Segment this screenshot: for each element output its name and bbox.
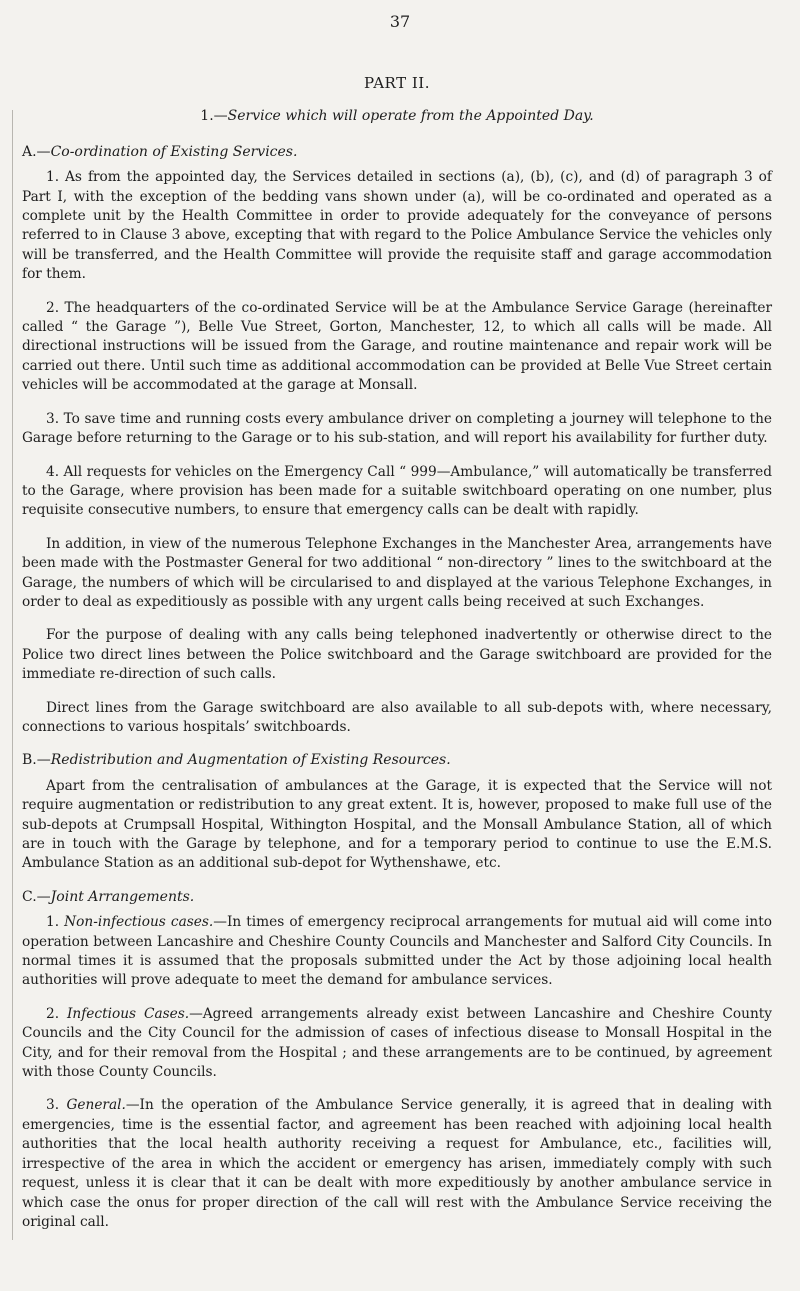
section-a-paragraph-3: 3. To save time and running costs every ambulance driver on completing a journey will telephone to the Garage before returning to the Garage or to his sub-station, and will report his availability for further duty. <box>22 410 772 447</box>
section-a-paragraph-2: 2. The headquarters of the co-ordinated Service will be at the Ambulance Service Garage (hereinafter called “ the Garage ”), Belle Vue Street, Gorton, Manchester, 12, to which all calls will be made. All directional instructions will be issued from the Garage, and routine maintenance and repair work will be carried out there. Until such time as additional accommodation can be provided at Belle Vue Street certain vehicles will be accommodated at the garage at Monsall. <box>22 299 772 394</box>
section-c-3-text: —In the operation of the Ambulance Service generally, it is agreed that in dealing with emergencies, time is the essential factor, and agreement has been reached with adjoining local health authorities that the local health authority receiving a request for Ambulance, etc., facilities will, irrespective of the area in which the accident or emergency has arisen, immediately comply with such request, unless it is clear that it can be dealt with more expeditiously by another ambulance service in which case the onus for proper direction of the call will rest with the Ambulance Service receiving the original call. <box>22 1097 772 1230</box>
section-c-title: Joint Arrangements. <box>50 888 195 905</box>
section-a-paragraph-7: Direct lines from the Garage switchboard are also available to all sub-depots with, where necessary, connections to various hospitals’ switchboards. <box>22 699 772 735</box>
page-number: 37 <box>389 12 411 31</box>
part-title: PART II. <box>364 74 430 92</box>
section-c-3-title: General. <box>66 1097 126 1114</box>
section-b-paragraph-1: Apart from the centralisation of ambulances at the Garage, it is expected that the Service will not require augmentation or redistribution to any great extent. It is, however, proposed to make full use of the sub-depots at Crumpsall Hospital, Withington Hospital, and the Monsall Ambulance Station, all of which are in touch with the Garage by telephone, and for a temporary period to continue to use the E.M.S. Ambulance Station as an additional sub-depot for Wythenshawe, etc. <box>22 777 772 872</box>
section-c-3-number: 3. <box>46 1097 67 1114</box>
section-a-paragraph-6: For the purpose of dealing with any calls being telephoned inadvertently or otherwise direct to the Police two direct lines between the Police switchboard and the Garage switchboard are provided for the immediate re-direction of such calls. <box>22 627 772 683</box>
section-b-heading <box>22 751 772 770</box>
section-c-1-text: —In times of emergency reciprocal arrangements for mutual aid will come into operation between Lancashire and Cheshire County Councils and Manchester and Salford City Councils. In normal times it is assumed that the proposals submitted under the Act by those adjoining local health authorities will prove adequate to meet the demand for ambulance services. <box>22 914 772 989</box>
part-subtitle <box>22 107 772 126</box>
section-c-1-number: 1. <box>46 914 65 931</box>
section-a-paragraph-1: 1. As from the appointed day, the Services detailed in sections (a), (b), (c), and (d) of paragraph 3 of Part I, with the exception of the bedding vans shown under (a), will be co-ordinated and operated as a complete unit by the Health Committee in order to provide adequately for the conveyance of persons referred to in Clause 3 above, excepting that with regard to the Police Ambulance Service the vehicles only will be transferred, and the Health Committee will provide the requisite staff and garage accommodation for them. <box>22 169 772 283</box>
section-a-heading <box>22 143 772 162</box>
section-c-paragraph-3 <box>22 1096 772 1232</box>
section-c-2-title: Infectious Cases. <box>67 1005 190 1022</box>
section-c-paragraph-1 <box>22 913 772 991</box>
section-c-paragraph-2 <box>22 1005 772 1083</box>
section-b-prefix: B.— <box>22 752 51 769</box>
section-c-1-title: Non-infectious cases. <box>64 914 214 931</box>
section-c-heading <box>22 888 772 907</box>
section-c-prefix: C.— <box>22 888 51 905</box>
section-a-paragraph-5: In addition, in view of the numerous Telephone Exchanges in the Manchester Area, arrangements have been made with the Postmaster General for two additional “ non-directory ” lines to the switchboard at the Garage, the numbers of which will be circularised to and displayed at the various Telephone Exchanges, in order to deal as expeditiously as possible with any urgent calls being received at such Exchanges. <box>22 535 772 610</box>
section-a-prefix: A.— <box>22 143 51 160</box>
section-c-2-text: —Agreed arrangements already exist between Lancashire and Cheshire County Councils and the City Council for the admission of cases of infectious disease to Monsall Hospital in the City, and for their removal from the Hospital ; and these arrangements are to be continued, by agreement with those County Councils. <box>22 1005 772 1081</box>
part-subtitle-prefix: 1.— <box>200 108 228 125</box>
section-c-2-number: 2. <box>46 1005 68 1022</box>
scan-edge-shadow <box>12 110 13 1240</box>
part-subtitle-text: Service which will operate from the Appointed Day. <box>227 108 594 125</box>
section-b-title: Redistribution and Augmentation of Existing Resources. <box>50 752 451 769</box>
page-content <box>22 74 772 1246</box>
section-a-title: Co-ordination of Existing Services. <box>50 143 298 160</box>
section-a-paragraph-4: 4. All requests for vehicles on the Emergency Call “ 999—Ambulance,” will automatically be transferred to the Garage, where provision has been made for a suitable switchboard operating on one number, plus requisite consecutive numbers, to ensure that emergency calls can be dealt with rapidly. <box>22 463 772 519</box>
